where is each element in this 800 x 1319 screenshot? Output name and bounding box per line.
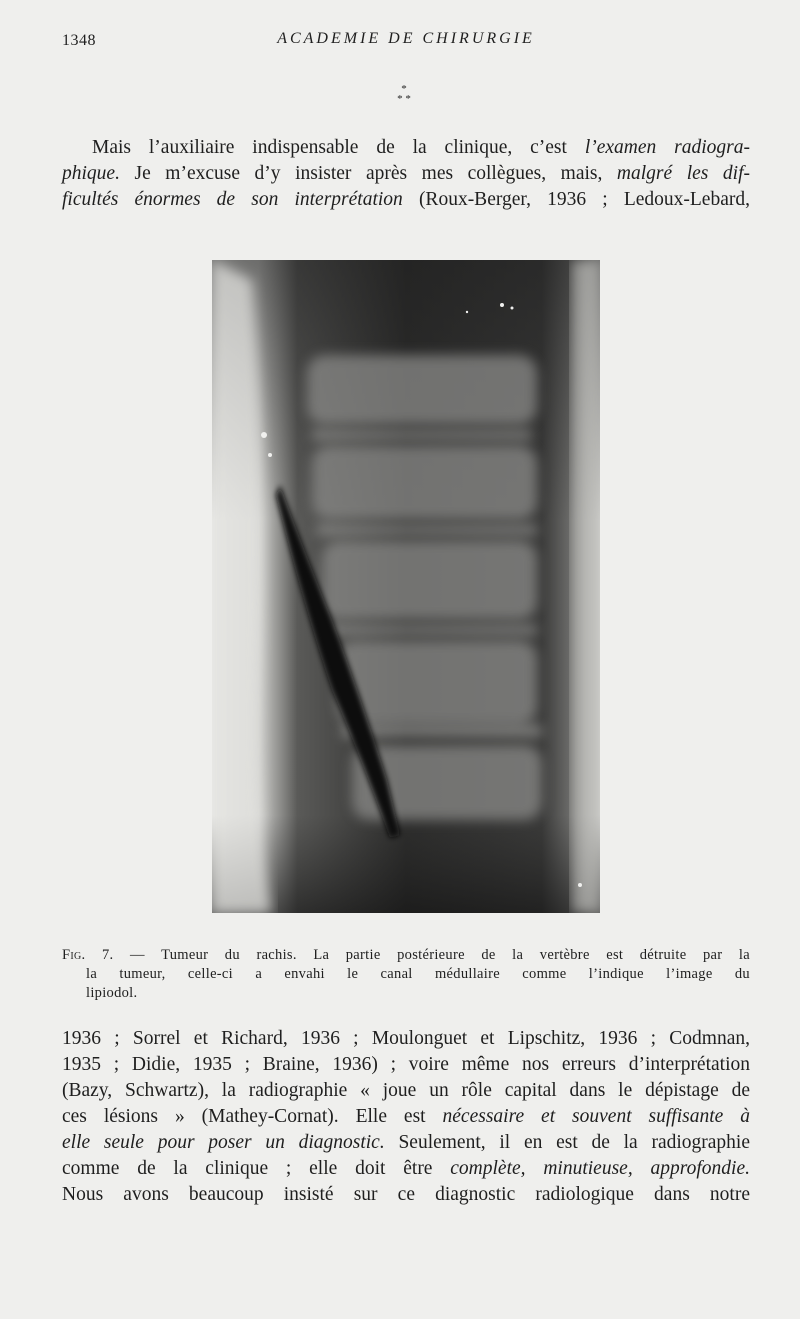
caption-line-3: lipiodol. [86, 985, 138, 1001]
figure-label: Fig. 7. [62, 947, 114, 963]
figure-caption [62, 946, 750, 1003]
paragraph-bottom-line-2: 1935 ; Didie, 1935 ; Braine, 1936) ; voire même nos erreurs d’interprétation [62, 1054, 750, 1075]
paragraph-top-line-3: ficultés énormes de son interprétation (Roux-Berger, 1936 ; Ledoux-Lebard, [62, 189, 750, 210]
ornament-top-star: * [401, 83, 407, 95]
paragraph-bottom-line-7: Nous avons beaucoup insisté sur ce diagnostic radiologique dans notre [62, 1184, 750, 1205]
paragraph-top [62, 135, 750, 213]
paragraph-bottom-line-5: elle seule pour poser un diagnostic. Seulement, il en est de la radiographie [62, 1132, 750, 1153]
paragraph-bottom [62, 1026, 750, 1208]
paragraph-bottom-line-1: 1936 ; Sorrel et Richard, 1936 ; Moulonguet et Lipschitz, 1936 ; Codmnan, [62, 1028, 750, 1049]
caption-line-2: la tumeur, celle-ci a envahi le canal médullaire comme l’indique l’image du [86, 966, 750, 982]
paragraph-bottom-line-3: (Bazy, Schwartz), la radiographie « joue un rôle capital dans le dépistage de [62, 1080, 750, 1101]
caption-line-1: Fig. 7. — Tumeur du rachis. La partie postérieure de la vertèbre est détruite par la [62, 947, 750, 963]
ornament-bottom-stars: * * [397, 93, 411, 105]
paragraph-bottom-line-6: comme de la clinique ; elle doit être complète, minutieuse, approfondie. [62, 1158, 750, 1179]
running-title: ACADEMIE DE CHIRURGIE [277, 30, 535, 47]
xray-figure-image [212, 260, 600, 913]
paragraph-top-line-1: Mais l’auxiliaire indispensable de la clinique, c’est l’examen radiogra- [92, 137, 750, 158]
section-ornament [0, 84, 800, 104]
page-number: 1348 [62, 32, 96, 49]
paragraph-top-line-2: phique. Je m’excuse d’y insister après mes collègues, mais, malgré les dif- [62, 163, 750, 184]
paragraph-bottom-line-4: ces lésions » (Mathey-Cornat). Elle est nécessaire et souvent suffisante à [62, 1106, 750, 1127]
